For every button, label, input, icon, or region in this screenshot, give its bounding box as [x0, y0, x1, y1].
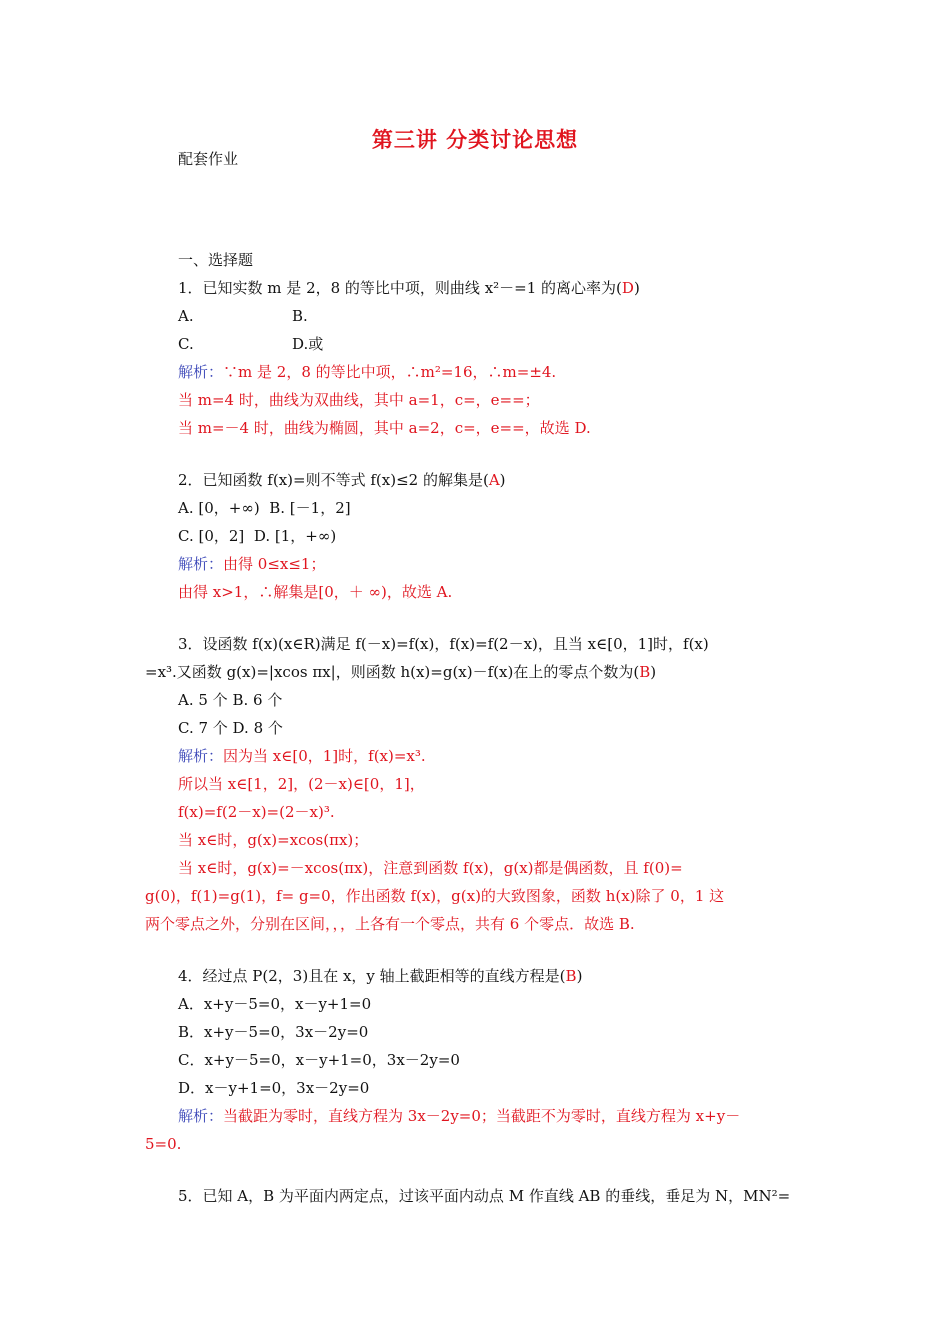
q4-close: ) — [576, 967, 583, 985]
q2-stem — [178, 470, 506, 490]
q2-options-cd — [178, 526, 336, 546]
q4-option-c: C．x+y－5=0，x－y+1=0，3x－2y=0 — [178, 1051, 460, 1069]
q4-stem — [178, 966, 582, 986]
q3-stem-line-2 — [145, 662, 656, 682]
q3-solution-1 — [178, 746, 426, 766]
q4-option-d: D．x－y+1=0，3x－2y=0 — [178, 1079, 370, 1097]
q2-answer: A — [488, 471, 500, 489]
q4-solution-1-text: 当截距为零时，直线方程为 3x－2y=0；当截距不为零时，直线方程为 x+y－ — [223, 1107, 741, 1125]
q3-answer: B — [639, 663, 651, 681]
q1-option-a: A. — [178, 307, 194, 325]
q3-solution-5: 当 x∈时，g(x)=－xcos(πx)，注意到函数 f(x)，g(x)都是偶函数，且 f(0)= — [178, 859, 683, 877]
q2-close: ) — [499, 471, 506, 489]
q1-stem-text: 1．已知实数 m 是 2，8 的等比中项，则曲线 x²－=1 的离心率为( — [178, 279, 622, 297]
q2-solution-2: 由得 x>1，∴解集是[0，＋ ∞)，故选 A. — [178, 583, 453, 601]
q4-option-a: A．x+y－5=0，x－y+1=0 — [178, 995, 372, 1013]
q3-solution-4: 当 x∈时，g(x)=xcos(πx)； — [178, 831, 369, 849]
q1-solution-3: 当 m=－4 时，曲线为椭圆，其中 a=2，c=，e==，故选 D. — [178, 419, 591, 437]
q2-stem-text: 2．已知函数 f(x)=则不等式 f(x)≤2 的解集是( — [178, 471, 489, 489]
q2-options-ab — [178, 498, 351, 518]
q2-solution-1 — [178, 554, 325, 574]
q3-options-ab: A. 5 个 B. 6 个 — [178, 691, 283, 709]
q1-close: ) — [633, 279, 640, 297]
q2-option-c: C. [0，2] — [178, 527, 245, 545]
q3-solution-1-text: 因为当 x∈[0，1]时，f(x)=x³. — [223, 747, 426, 765]
q4-stem-text: 4．经过点 P(2，3)且在 x，y 轴上截距相等的直线方程是( — [178, 967, 566, 985]
page-title: 第三讲 分类讨论思想 — [371, 128, 579, 152]
q3-solution-7: 两个零点之外，分别在区间，，，上各有一个零点，共有 6 个零点．故选 B. — [145, 915, 635, 933]
q1-option-c: C. — [178, 335, 194, 353]
q3-solution-2: 所以当 x∈[1，2]，(2－x)∈[0，1]， — [178, 775, 425, 793]
q1-stem — [178, 278, 640, 298]
q1-solution-1 — [178, 362, 556, 382]
q1-answer: D — [621, 279, 634, 297]
q3-close: ) — [650, 663, 657, 681]
q4-jiexi-label: 解析： — [178, 1107, 224, 1125]
q3-stem-line-1: 3．设函数 f(x)(x∈R)满足 f(－x)=f(x)，f(x)=f(2－x)，且当 x∈[0，1]时，f(x) — [178, 635, 709, 653]
q4-solution-2: 5=0. — [145, 1135, 182, 1153]
q4-solution-1 — [178, 1106, 740, 1126]
section-heading: 一、选择题 — [178, 251, 254, 269]
q2-option-d: D. [1，+∞) — [253, 527, 337, 545]
q1-solution-1-text: ∵m 是 2，8 的等比中项，∴m²=16，∴m=±4. — [223, 363, 557, 381]
q3-solution-6: g(0)，f(1)=g(1)，f= g=0，作出函数 f(x)，g(x)的大致图象，函数 h(x)除了 0，1 这 — [145, 887, 725, 905]
q2-solution-1-text: 由得 0≤x≤1； — [223, 555, 326, 573]
q1-jiexi-label: 解析： — [178, 363, 224, 381]
q1-option-d: D.或 — [292, 335, 324, 353]
q3-solution-3: f(x)=f(2－x)=(2－x)³. — [178, 803, 335, 821]
q4-option-b: B．x+y－5=0，3x－2y=0 — [178, 1023, 369, 1041]
q3-options-cd: C. 7 个 D. 8 个 — [178, 719, 283, 737]
q2-jiexi-label: 解析： — [178, 555, 224, 573]
q2-option-b: B. [－1，2] — [269, 499, 351, 517]
q1-option-b: B. — [292, 307, 308, 325]
page-subtitle: 配套作业 — [178, 150, 239, 168]
q3-stem-line-2-text: =x³.又函数 g(x)=|xcos πx|，则函数 h(x)=g(x)－f(x)在上的零点个数为( — [145, 663, 640, 681]
q2-option-a: A. [0，+∞) — [178, 499, 260, 517]
q5-stem: 5．已知 A，B 为平面内两定点，过该平面内动点 M 作直线 AB 的垂线，垂足为 N，MN²= — [178, 1187, 791, 1205]
q4-answer: B — [565, 967, 577, 985]
q1-solution-2: 当 m=4 时，曲线为双曲线，其中 a=1，c=，e==； — [178, 391, 540, 409]
q3-jiexi-label: 解析： — [178, 747, 224, 765]
